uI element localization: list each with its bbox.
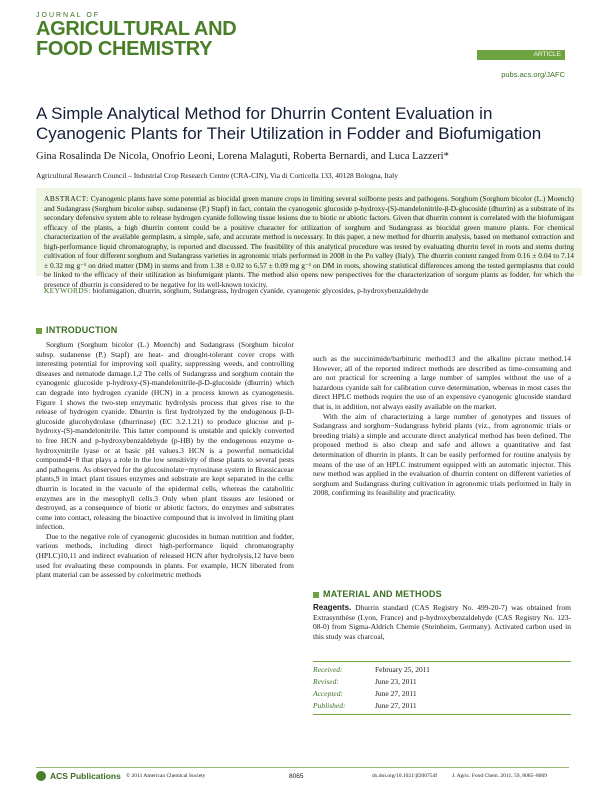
paper-title: A Simple Analytical Method for Dhurrin Content Evaluation in Cyanogenic Plants for Their Utilization in Fodder and Biofumigation [36, 104, 542, 143]
right-column [313, 354, 571, 498]
keywords-label: KEYWORDS: [44, 286, 91, 295]
abstract-label: ABSTRACT: [44, 194, 89, 203]
reagents-text: Dhurrin standard (CAS Registry No. 499-20-7) was obtained from Extrasynthèse (Lyon, France) and p-hydroxybenzaldehyde (CAS Registry No. 123-08-0) from Sigma-Aldrich Chemie (Steinheim, Germany). Activated carbon used in this study was charcoal, [313, 603, 571, 641]
section-square-icon [36, 328, 42, 334]
journal-title-line2: FOOD CHEMISTRY [36, 38, 213, 60]
intro-paragraph-4: With the aim of characterizing a large number of genotypes and tissues of Sudangrass and sorghum−Sudangrass hybrid plants (viz., from agronomic trials or breeding trials) a simple and accurate direct analytical method has been defined. The proposed method is also cheap and safe and allows a quantitative and fast determination of dhurrin in plants. It can be easily performed for routine analysis by means of the use of an HPLC instrument equipped with an automatic injector. This new method was applied in the evaluation of dhurrin content on different varieties of sorghum and Sudangrass during cultivation in agronomic trials performed in Italy in 2008, confirming its feasibility and practicality. [313, 411, 571, 498]
reagents-paragraph [313, 603, 571, 641]
dates-rule-bottom [313, 714, 571, 715]
left-column [36, 340, 294, 580]
dates-rule-top [313, 661, 571, 662]
intro-paragraph-1: Sorghum (Sorghum bicolor (L.) Moench) and Sudangrass (Sorghum bicolor subsp. sudanense (P.) Stapf) are heat- and drought-tolerant cover crops with interesting potential for improving soil quality, suppressing weeds, and controlling diseases and nematode damage.1,2 The cells of Sudangrass and sorghum contain the cyanogenic glucoside p-hydroxy-(S)-mandelonitrile-β-D-glucoside (dhurrin) which can degrade into hydrogen cyanide (HCN) in a process known as cyanogenesis. Figure 1 shows the two-step enzymatic hydrolysis process that gives rise to the release of hydrogen cyanide. Dhurrin is first hydrolyzed by the endogenous β-D-glucoside glucohydrolase (dhurrinase) (EC 3.2.1.21) to produce glucose and p-hydroxy-(S)-mandelonitrile. This latter compound is unstable and quickly converted to free HCN and p-hydroxybenzaldehyde (p-HB) by the endogenous enzyme α-hydroxynitrile lyase or at basic pH values.3 HCN is a powerful nematicidal compound4−8 that plays a role in the low sensitivity of these plants to several pests and pathogens. As observed for the glucosinolate−myrosinase system in Brassicaceae plants,9 in intact plant tissues enzymes and substrate are kept separated in the cells: dhurrin is located in the vacuole of the epidermal cells, whereas the catabolitic enzymes are in the mesophyll cells.3 Only when plant tissues are lesioned or destroyed, as a consequence of biotic or abiotic factors, do enzymes and substrates come into contact, releasing the bioactive compound that is involved in limiting plant infection. [36, 340, 294, 532]
author-list: Gina Rosalinda De Nicola, Onofrio Leoni, Lorena Malaguti, Roberta Bernardi, and Luca Lazzeri* [36, 151, 449, 162]
footer-rule [36, 767, 569, 768]
page-number: 8065 [289, 773, 304, 780]
affiliation: Agricultural Research Council – Industrial Crop Research Centre (CRA-CIN), Via di Corticella 133, 40128 Bologna, Italy [36, 171, 398, 180]
journal-url[interactable]: pubs.acs.org/JAFC [501, 70, 565, 79]
introduction-heading: INTRODUCTION [36, 325, 117, 335]
materials-heading: MATERIAL AND METHODS [313, 589, 442, 599]
journal-reference: J. Agric. Food Chem. 2011, 59, 8065–8069 [452, 773, 547, 779]
journal-title-line1: AGRICULTURAL AND [36, 18, 237, 40]
keywords-text: biofumigation, dhurrin, sorghum, Sudangrass, hydrogen cyanide, cyanogenic glycosides, p-hydroxybenzaldehyde [92, 286, 429, 295]
abstract-text: Cyanogenic plants have some potential as biocidal green manure crops in limiting several soilborne pests and pathogens. Sorghum (Sorghum bicolor (L.) Moench) and Sudangrass (Sorghum bicolor subsp. sudanense (P.) Stapf) in fact, contain the cyanogenic glucoside p-hydroxy-(S)-mandelonitrile-β-D-glucoside (dhurrin) as a substrate of its secondary defensive system able to release hydrogen cyanide following tissue lesions due to biotic or abiotic factors. Given that dhurrin content is correlated with the biofumigant efficacy of the plants, a high dhurrin content could be a positive character for utilization of sorghum and Sudangrass as biocidal green manure plants. For chemical characterization of the available germplasm, a simple, safe, and accurate method is necessary. In this paper, a new method for dhurrin analysis, based on methanol extraction and high-performance liquid chromatography, is reported and discussed. The feasibility of this analytical procedure was tested by evaluating dhurrin level in roots and stems during cultivation of four different sorghum and Sudangrass varieties in agronomic trials performed in 2008 in the Po valley (Italy). The dhurrin content ranged from 0.16 ± 0.04 to 7.14 ± 0.32 mg g⁻¹ on dried matter (DM) in stems and from 1.38 ± 0.02 to 6.57 ± 0.09 mg g⁻¹ on DM in roots, showing statistical differences among the tested germplasms that could be linked to the efficacy of their utilization as biofumigant plants. The method also opens new perspectives for the characterization of sorgum plants as fodder, for which the presence of dhurrin is considered to be negative for its well-known toxicity. [44, 194, 574, 289]
date-row: Revised: June 23, 2011 [313, 677, 417, 686]
keywords [44, 286, 569, 295]
acs-logo-icon [36, 771, 46, 781]
date-row: Received: February 25, 2011 [313, 665, 430, 674]
date-row: Accepted: June 27, 2011 [313, 689, 417, 698]
reagents-label: Reagents. [313, 603, 352, 612]
publisher-name: ACS Publications [50, 771, 121, 781]
journal-kicker: JOURNAL OF [36, 12, 101, 19]
intro-paragraph-3: such as the succinimide/barbituric method13 and the alkaline picrate method.14 However, all of the reported indirect methods are described as time-consuming and are not practical for screening a large number of samples without the use of a hazardous cyanide salt for calibration curve determination, whereas in most cases the direct HPLC methods require the use of an expensive cyanogenic glucoside standard that is, in addition, not always easily available on the market. [313, 354, 571, 411]
abstract-box [36, 188, 582, 289]
copyright: © 2011 American Chemical Society [126, 773, 206, 779]
doi-link[interactable]: dx.doi.org/10.1021/jf200754f [372, 773, 438, 779]
article-type-badge: ARTICLE [477, 50, 565, 60]
intro-paragraph-2: Due to the negative role of cyanogenic glucosides in human nutrition and fodder, various methods, including direct high-performance liquid chromatography (HPLC)10,11 and indirect evaluation of released HCN after hydrolysis,12 have been used for evaluating these compounds in plants. For example, HCN liberated from plant material can be assessed by colorimetric methods [36, 531, 294, 580]
section-square-icon [313, 592, 319, 598]
date-row: Published: June 27, 2011 [313, 701, 417, 710]
